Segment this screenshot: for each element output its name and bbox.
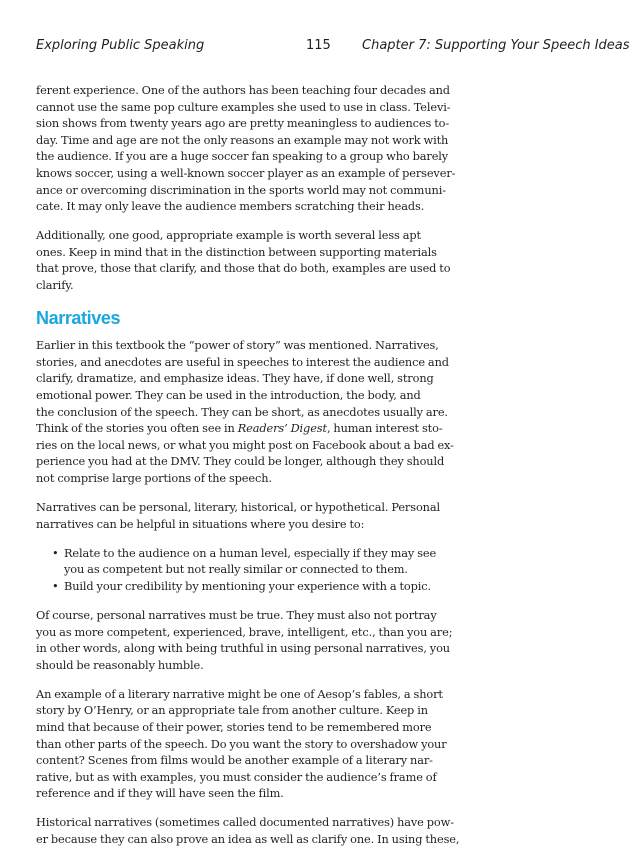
text-line: ries on the local news, or what you might post on Facebook about a bad ex- [36, 437, 454, 452]
bullet-icon: • [52, 545, 59, 560]
text-line: ones. Keep in mind that in the distinction between supporting materials [36, 244, 437, 259]
text-line: Relate to the audience on a human level, especially if they may see [64, 545, 437, 560]
text-segment: Think of the stories you often see in [36, 421, 238, 436]
text-line: not comprise large portions of the speech. [36, 470, 272, 485]
text-line: Earlier in this textbook the “power of story” was mentioned. Narratives, [36, 338, 439, 353]
text-line: clarify, dramatize, and emphasize ideas. They have, if done well, strong [36, 371, 434, 386]
page-body [36, 82, 460, 860]
text-line: Historical narratives (sometimes called documented narratives) have pow- [36, 815, 454, 830]
text-line: rative, but as with examples, you must consider the audience’s frame of [36, 769, 437, 784]
book-title: Exploring Public Speaking [36, 38, 205, 53]
page-header [0, 36, 630, 56]
text-line: content? Scenes from films would be another example of a literary nar- [36, 753, 433, 768]
text-line: mind that because of their power, stories tend to be remembered more [36, 720, 432, 734]
list-item [36, 578, 446, 595]
text-line: should be reasonably humble. [36, 657, 204, 672]
text-line: that prove, those that clarify, and those that do both, examples are used to [36, 261, 451, 276]
text-line: day. Time and age are not the only reasons an example may not work with [36, 132, 449, 147]
text-line: reference and if they will have seen the film. [36, 786, 284, 801]
chapter-title: Chapter 7: Supporting Your Speech Ideas [362, 38, 630, 53]
paragraph-historical-narratives [36, 814, 460, 847]
text-line: sion shows from twenty years ago are pretty meaningless to audiences to- [36, 116, 450, 131]
text-line: emotional power. They can be used in the introduction, the body, and [36, 387, 421, 402]
text-line: Of course, personal narratives must be true. They must also not portray [36, 607, 437, 622]
bullet-list [36, 545, 446, 595]
paragraph-personal-narratives [36, 607, 453, 673]
bullet-icon: • [52, 578, 59, 593]
paragraph-power-of-story [36, 337, 454, 486]
publication-title: Readers’ Digest [237, 421, 327, 436]
paragraph-literary-narrative [36, 686, 446, 802]
text-line: Additionally, one good, appropriate example is worth several less apt [36, 228, 421, 243]
text-line: you as competent but not really similar or connected to them. [64, 562, 408, 577]
paragraph-narrative-types [36, 499, 446, 532]
text-line: perience you had at the DMV. They could be longer, although they should [36, 454, 445, 469]
page-number: 115 [306, 38, 331, 53]
text-line: in other words, along with being truthful in using personal narratives, you [36, 641, 450, 656]
text-line: knows soccer, using a well-known soccer player as an example of persever- [36, 165, 456, 180]
text-line: cate. It may only leave the audience members scratching their heads. [36, 199, 425, 214]
text-line [36, 420, 446, 437]
text-line: Build your credibility by mentioning your experience with a topic. [64, 578, 432, 593]
section-heading-narratives: Narratives [36, 308, 121, 329]
text-line: than other parts of the speech. Do you want the story to overshadow your [36, 736, 447, 751]
text-line: you as more competent, experienced, brave, intelligent, etc., than you are; [36, 624, 453, 639]
text-line: Narratives can be personal, literary, historical, or hypothetical. Personal [36, 499, 440, 514]
paragraph-additionally [36, 227, 451, 293]
text-line: er because they can also prove an idea as well as clarify one. In using these, [36, 832, 460, 847]
text-line: the audience. If you are a huge soccer fan speaking to a group who barely [36, 149, 449, 164]
text-line: the conclusion of the speech. They can be short, as anecdotes usually are. [36, 404, 448, 419]
text-line: narratives can be helpful in situations where you desire to: [36, 516, 365, 531]
text-line: ance or overcoming discrimination in the sports world may not communi- [36, 182, 446, 197]
text-line: ferent experience. One of the authors has been teaching four decades and [36, 83, 450, 97]
text-line: story by O’Henry, or an appropriate tale from another culture. Keep in [36, 703, 428, 718]
paragraph-examples-continued [36, 82, 456, 215]
list-item [36, 545, 446, 578]
text-segment: , human interest sto- [326, 421, 443, 436]
text-line: An example of a literary narrative might be one of Aesop’s fables, a short [36, 686, 443, 701]
text-line: cannot use the same pop culture examples she used to use in class. Televi- [36, 99, 451, 114]
text-line: stories, and anecdotes are useful in speeches to interest the audience and [36, 354, 449, 369]
text-line: clarify. [36, 278, 74, 293]
